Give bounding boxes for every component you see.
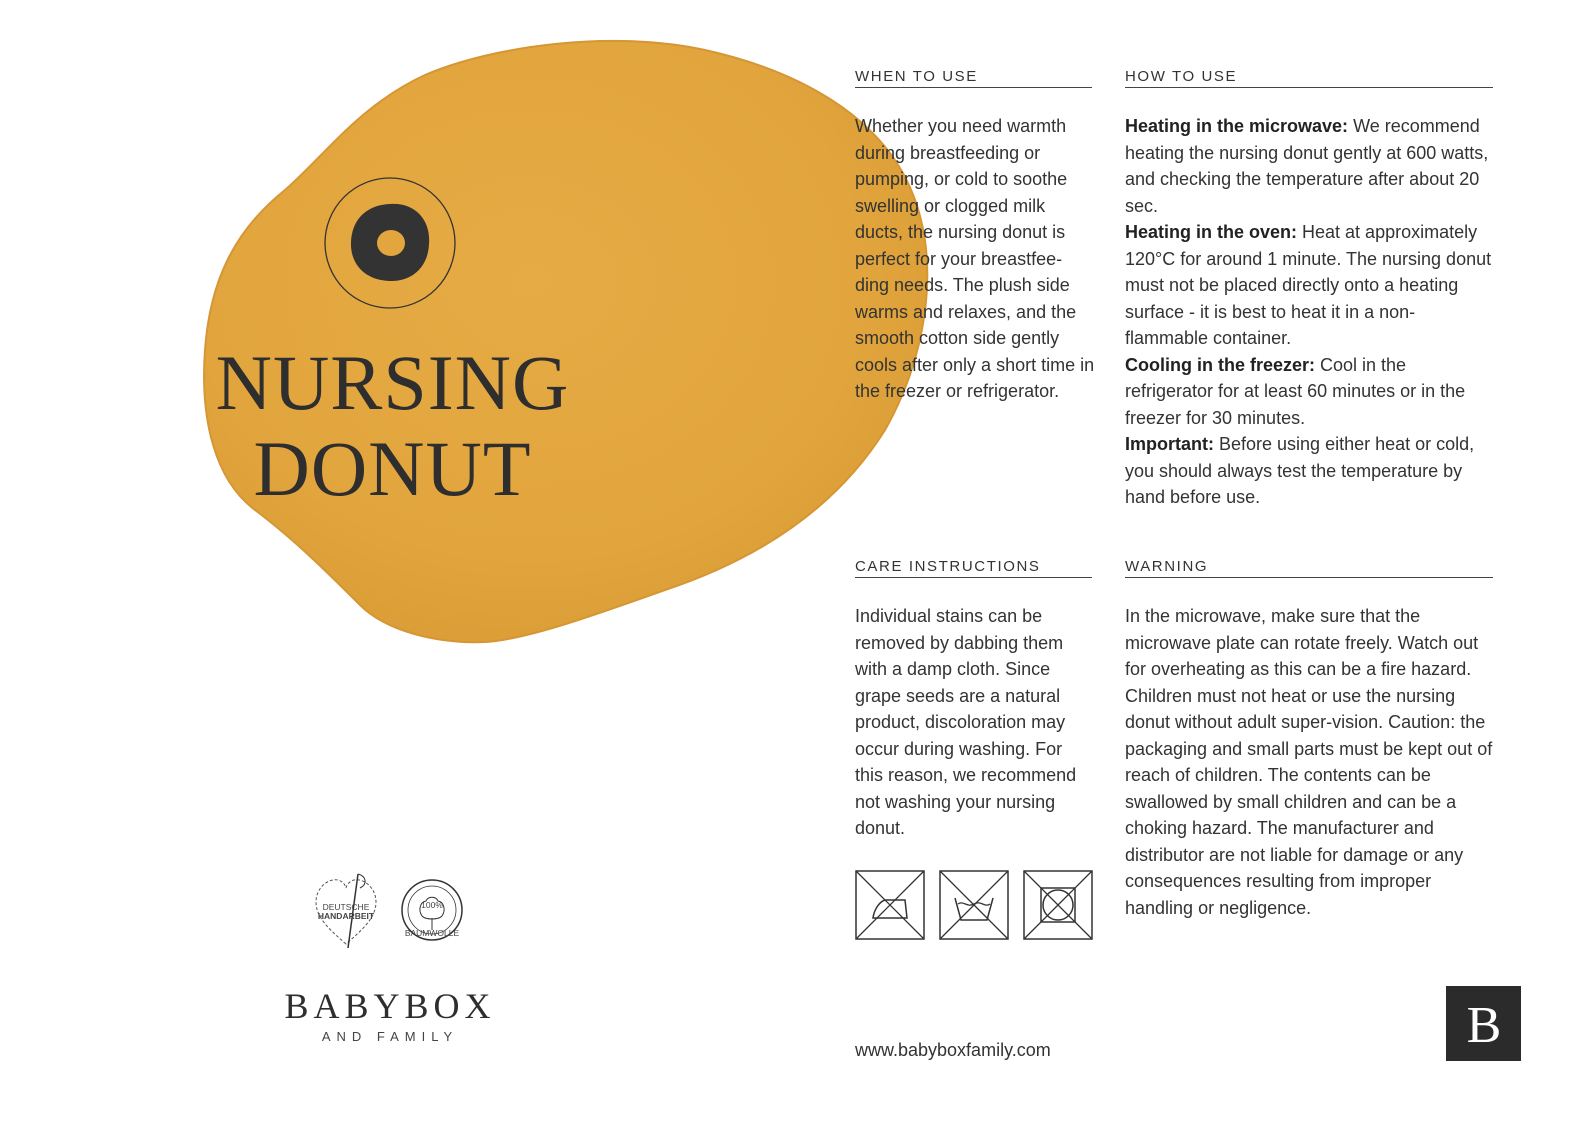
how-to-use-freezer: Cooling in the freezer: Cool in the refrigerator for at least 60 minutes or in the freezer for 30 minutes. bbox=[1125, 354, 1466, 428]
care-instructions-heading: CARE INSTRUCTIONS bbox=[855, 558, 1092, 578]
product-title bbox=[200, 340, 585, 512]
donut-logo-icon bbox=[323, 176, 457, 310]
how-to-use-important: Important: Before using either heat or cold, you should always test the temperature by hand before use. bbox=[1125, 434, 1475, 507]
warning-text: In the microwave, make sure that the microwave plate can rotate freely. Watch out for overheating as this can be a fire hazard. Children must not heat or use the nursing donut without adult super-vision. Caution: the packaging and small parts must be kept out of reach of children. The contents can be swallowed by small children and can be a choking hazard. The manufacturer and distributor are not liable for damage or any consequences resulting from improper handling or negligence. bbox=[1125, 606, 1493, 918]
svg-text:BAUMWOLLE: BAUMWOLLE bbox=[404, 928, 460, 938]
title-line-1: NURSING bbox=[215, 339, 570, 426]
when-to-use-text: Whether you need warmth during breastfeeding or pumping, or cold to soothe swelling or clogged milk ducts, the nursing donut is perfect for your breastfee-ding needs. The plush side warms and relaxes, and the smooth cotton side gently cools after only a short time in the freezer or refrigerator. bbox=[855, 116, 1095, 401]
svg-text:DEUTSCHE: DEUTSCHE bbox=[322, 902, 370, 912]
when-to-use-heading: WHEN TO USE bbox=[855, 68, 1092, 88]
no-tumble-dry-icon bbox=[1023, 870, 1093, 940]
care-instructions-body bbox=[855, 603, 1095, 842]
monogram-badge bbox=[1446, 986, 1521, 1061]
how-to-use-microwave: Heating in the microwave: We recommend heating the nursing donut gently at 600 watts, and checking the temperature after about 20 sec. bbox=[1125, 116, 1489, 216]
how-to-use-body bbox=[1125, 113, 1495, 511]
no-washing-icon bbox=[939, 870, 1009, 940]
care-symbols bbox=[855, 870, 1095, 942]
brand-subtitle: AND FAMILY bbox=[321, 1029, 459, 1044]
title-line-2: DONUT bbox=[253, 425, 532, 512]
when-to-use-body bbox=[855, 113, 1095, 405]
monogram-letter: B bbox=[1466, 997, 1502, 1054]
website-url[interactable]: www.babyboxfamily.com bbox=[855, 1040, 1051, 1060]
care-instructions-text: Individual stains can be removed by dabbing them with a damp cloth. Since grape seeds are a natural product, discoloration may occur during washing. For this reason, we recommend not washing your nursing donut. bbox=[855, 606, 1077, 838]
warning-body bbox=[1125, 603, 1495, 921]
cotton-badge-icon bbox=[402, 880, 462, 940]
brand-logo bbox=[280, 985, 500, 1044]
handmade-heart-icon bbox=[316, 874, 376, 948]
warning-heading: WARNING bbox=[1125, 558, 1493, 578]
how-to-use-oven: Heating in the oven: Heat at approximately 120°C for around 1 minute. The nursing donut must not be placed directly onto a heating surface - it is best to heat it in a non-flammable container. bbox=[1125, 222, 1492, 348]
svg-text:100%: 100% bbox=[421, 900, 443, 910]
how-to-use-heading: HOW TO USE bbox=[1125, 68, 1493, 88]
svg-text:HANDARBEIT: HANDARBEIT bbox=[317, 911, 375, 921]
brand-name: BABYBOX bbox=[284, 986, 496, 1026]
quality-badges bbox=[310, 870, 470, 955]
no-ironing-icon bbox=[855, 870, 925, 940]
